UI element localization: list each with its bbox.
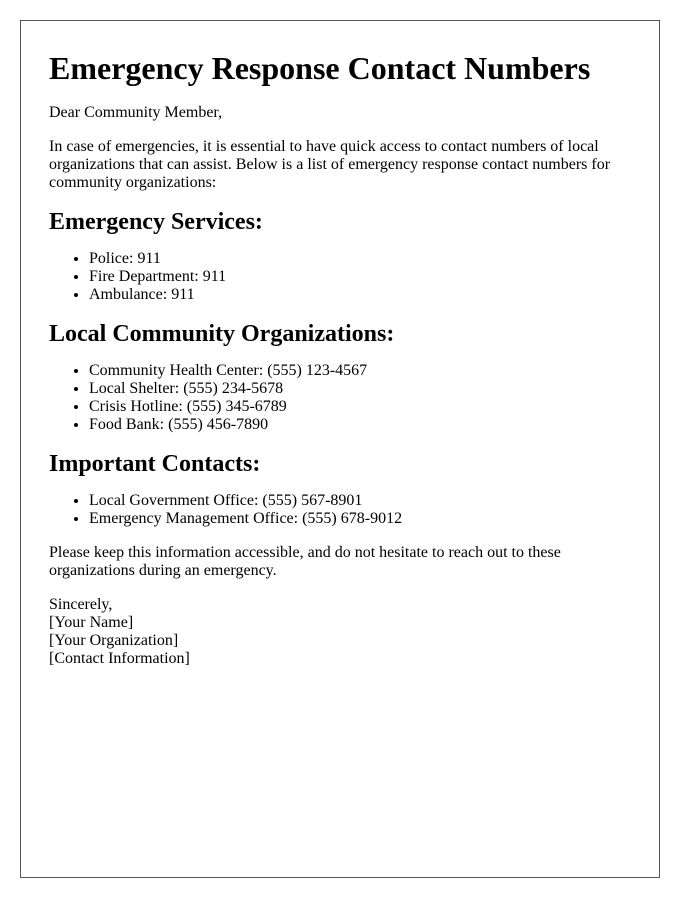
list-item: • Local Government Office: (555) 567-8901 bbox=[89, 492, 631, 510]
list-item: • Community Health Center: (555) 123-4567 bbox=[89, 362, 631, 380]
intro-paragraph: In case of emergencies, it is essential to have quick access to contact numbers of local organizations that can assist. Below is a list of emergency response contact numbers for community organizations: bbox=[49, 138, 611, 191]
signature-contact-information: [Contact Information] bbox=[49, 650, 190, 667]
page-title: Emergency Response Contact Numbers bbox=[49, 50, 591, 86]
greeting: Dear Community Member, bbox=[49, 104, 223, 121]
signature-name: [Your Name] bbox=[49, 614, 134, 631]
list-item: • Crisis Hotline: (555) 345-6789 bbox=[89, 398, 631, 416]
list-item: • Emergency Management Office: (555) 678-9012 bbox=[89, 510, 631, 528]
section-heading-emergency-services: Emergency Services: bbox=[49, 209, 263, 235]
list-item: • Local Shelter: (555) 234-5678 bbox=[89, 380, 631, 398]
list-item: • Food Bank: (555) 456-7890 bbox=[89, 416, 631, 434]
section-heading-important-contacts: Important Contacts: bbox=[49, 451, 261, 477]
closing-paragraph: Please keep this information accessible, and do not hesitate to reach out to these organizations during an emergency. bbox=[49, 544, 561, 579]
signature-organization: [Your Organization] bbox=[49, 632, 179, 649]
list-item: • Fire Department: 911 bbox=[89, 268, 631, 286]
important-contacts-list bbox=[49, 492, 631, 528]
list-item: • Police: 911 bbox=[89, 250, 631, 268]
letter-page bbox=[20, 20, 660, 878]
signoff: Sincerely, bbox=[49, 596, 113, 613]
emergency-services-list bbox=[49, 250, 631, 304]
local-organizations-list bbox=[49, 362, 631, 434]
list-item: • Ambulance: 911 bbox=[89, 286, 631, 304]
signature-block bbox=[49, 596, 631, 668]
section-heading-local-community-organizations: Local Community Organizations: bbox=[49, 321, 395, 347]
